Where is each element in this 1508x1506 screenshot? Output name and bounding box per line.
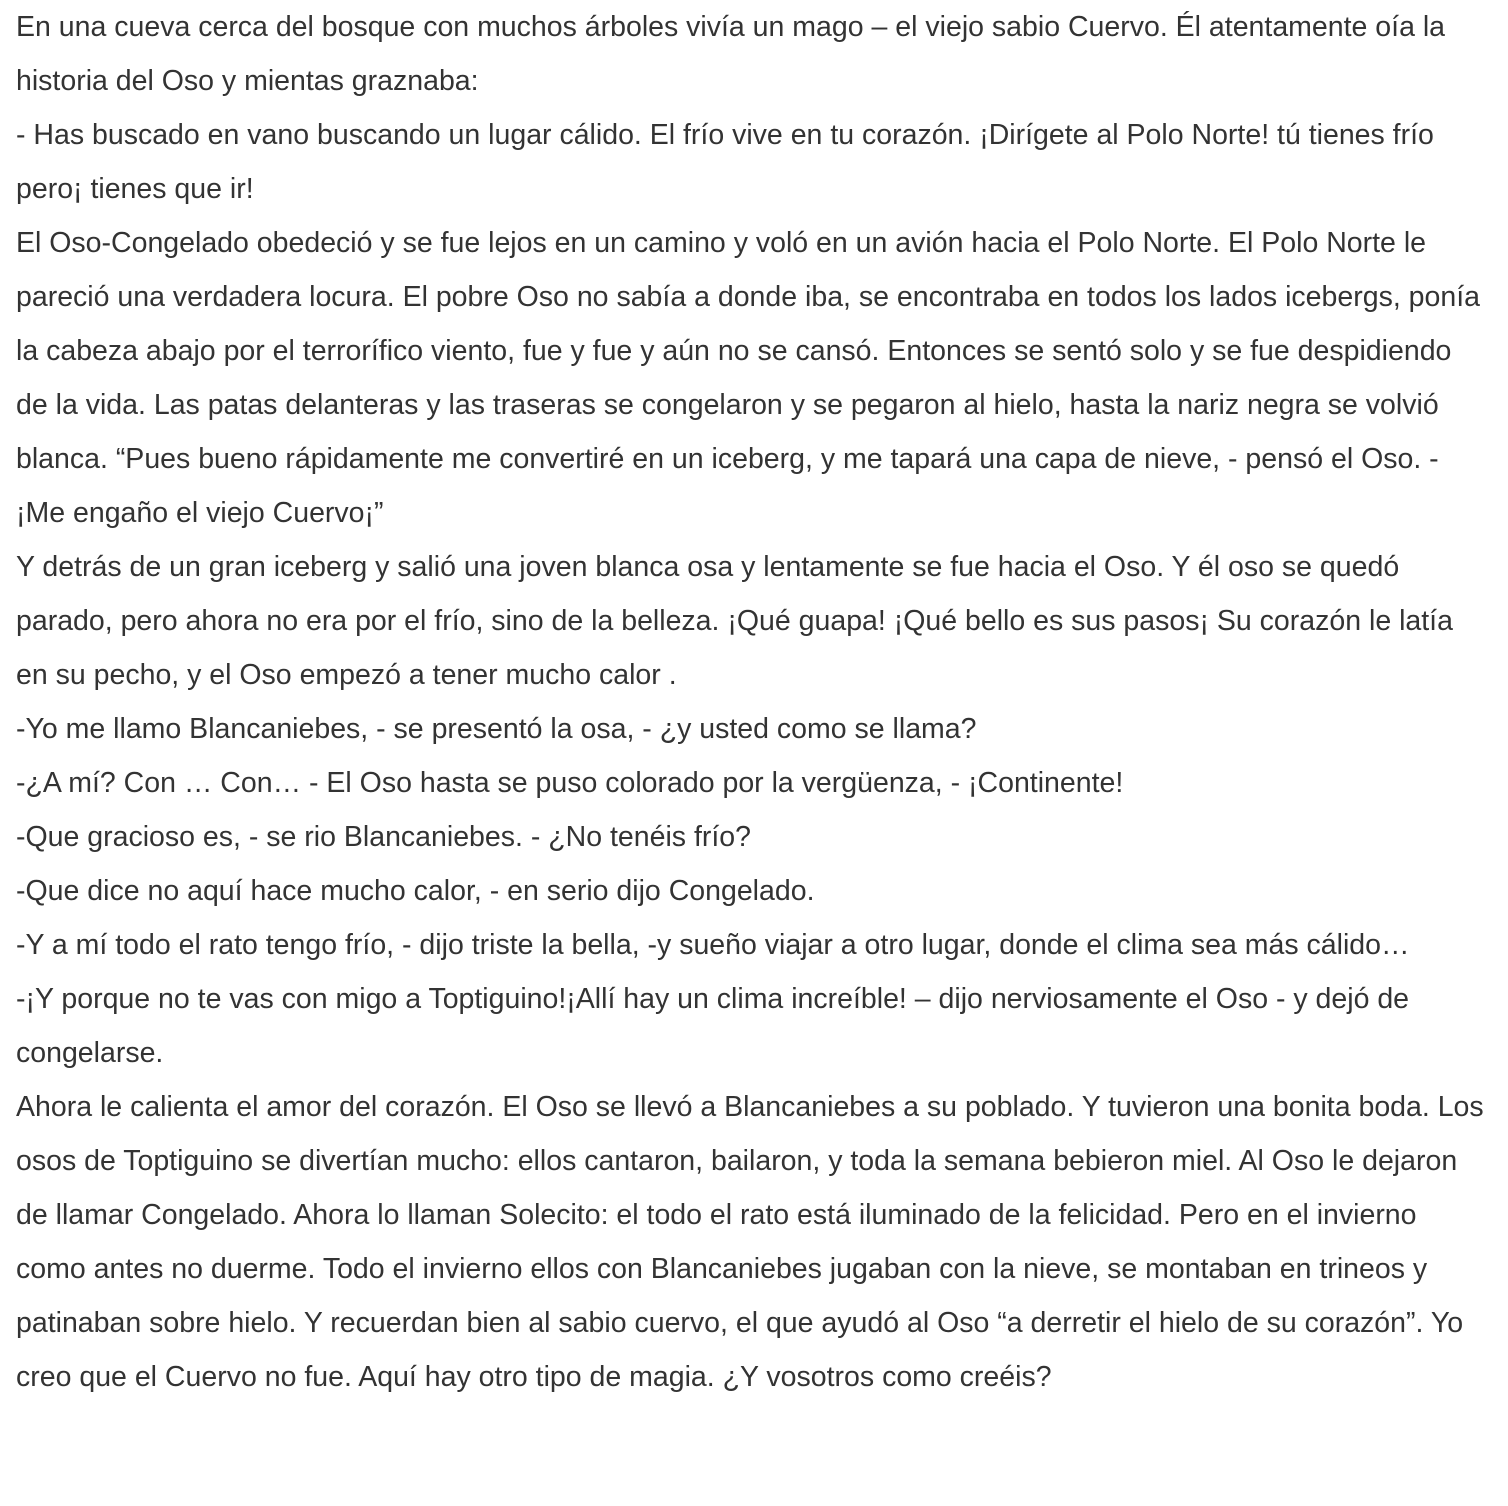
paragraph-ending: Ahora le calienta el amor del corazón. El Oso se llevó a Blancaniebes a su poblado. Y tuvieron una bonita boda. Los osos de Toptiguino se divertían mucho: ellos cantaron, bailaron, y toda la semana bebieron miel. Al Oso le dejaron de llamar Congelado. Ahora lo llaman Solecito: el todo el rato está iluminado de la felicidad. Pero en el invierno como antes no duerme. Todo el invierno ellos con Blancaniebes jugaban con la nieve, se montaban en trineos y patinaban sobre hielo. Y recuerdan bien al sabio cuervo, el que ayudó al Oso “a derretir el hielo de su corazón”. Yo creo que el Cuervo no fue. Aquí hay otro tipo de magia. ¿Y vosotros como creéis? [16,1091,1484,1393]
dialogue-line: -Y a mí todo el rato tengo frío, - dijo triste la bella, -y sueño viajar a otro lugar, donde el clima sea más cálido… [16,929,1410,961]
dialogue-line: -Que dice no aquí hace mucho calor, - en serio dijo Congelado. [16,875,815,907]
paragraph-north-pole: El Oso-Congelado obedeció y se fue lejos en un camino y voló en un avión hacia el Polo Norte. El Polo Norte le pareció una verdadera locura. El pobre Oso no sabía a donde iba, se encontraba en todos los lados icebergs, ponía la cabeza abajo por el terrorífico viento, fue y fue y aún no se cansó. Entonces se sentó solo y se fue despidiendo de la vida. Las patas delanteras y las traseras se congelaron y se pegaron al hielo, hasta la nariz negra se volvió blanca. “Pues bueno rápidamente me convertiré en un iceberg, y me tapará una capa de nieve, - pensó el Oso. - ¡Me engaño el viejo Cuervo¡” [16,227,1480,529]
dialogue-line: -Que gracioso es, - se rio Blancaniebes. - ¿No tenéis frío? [16,821,752,853]
dialogue-line: -Yo me llamo Blancaniebes, - se presentó la osa, - ¿y usted como se llama? [16,713,977,745]
dialogue-line: -¿A mí? Con … Con… - El Oso hasta se puso colorado por la vergüenza, - ¡Continente! [16,767,1124,799]
paragraph-raven-advice: - Has buscado en vano buscando un lugar cálido. El frío vive en tu corazón. ¡Dirígete al Polo Norte! tú tienes frío pero¡ tienes que ir! [16,119,1434,205]
paragraph-raven-intro: En una cueva cerca del bosque con muchos árboles vivía un mago – el viejo sabio Cuervo. Él atentamente oía la historia del Oso y mientas graznaba: [16,11,1446,97]
paragraph-young-bear: Y detrás de un gran iceberg y salió una joven blanca osa y lentamente se fue hacia el Oso. Y él oso se quedó parado, pero ahora no era por el frío, sino de la belleza. ¡Qué guapa! ¡Qué bello es sus pasos¡ Su corazón le latía en su pecho, y el Oso empezó a tener mucho calor . [16,551,1453,691]
dialogue-line: -¡Y porque no te vas con migo a Toptiguino!¡Allí hay un clima increíble! – dijo nerviosamente el Oso - y dejó de congelarse. [16,983,1410,1069]
story-text [16,0,1486,1404]
